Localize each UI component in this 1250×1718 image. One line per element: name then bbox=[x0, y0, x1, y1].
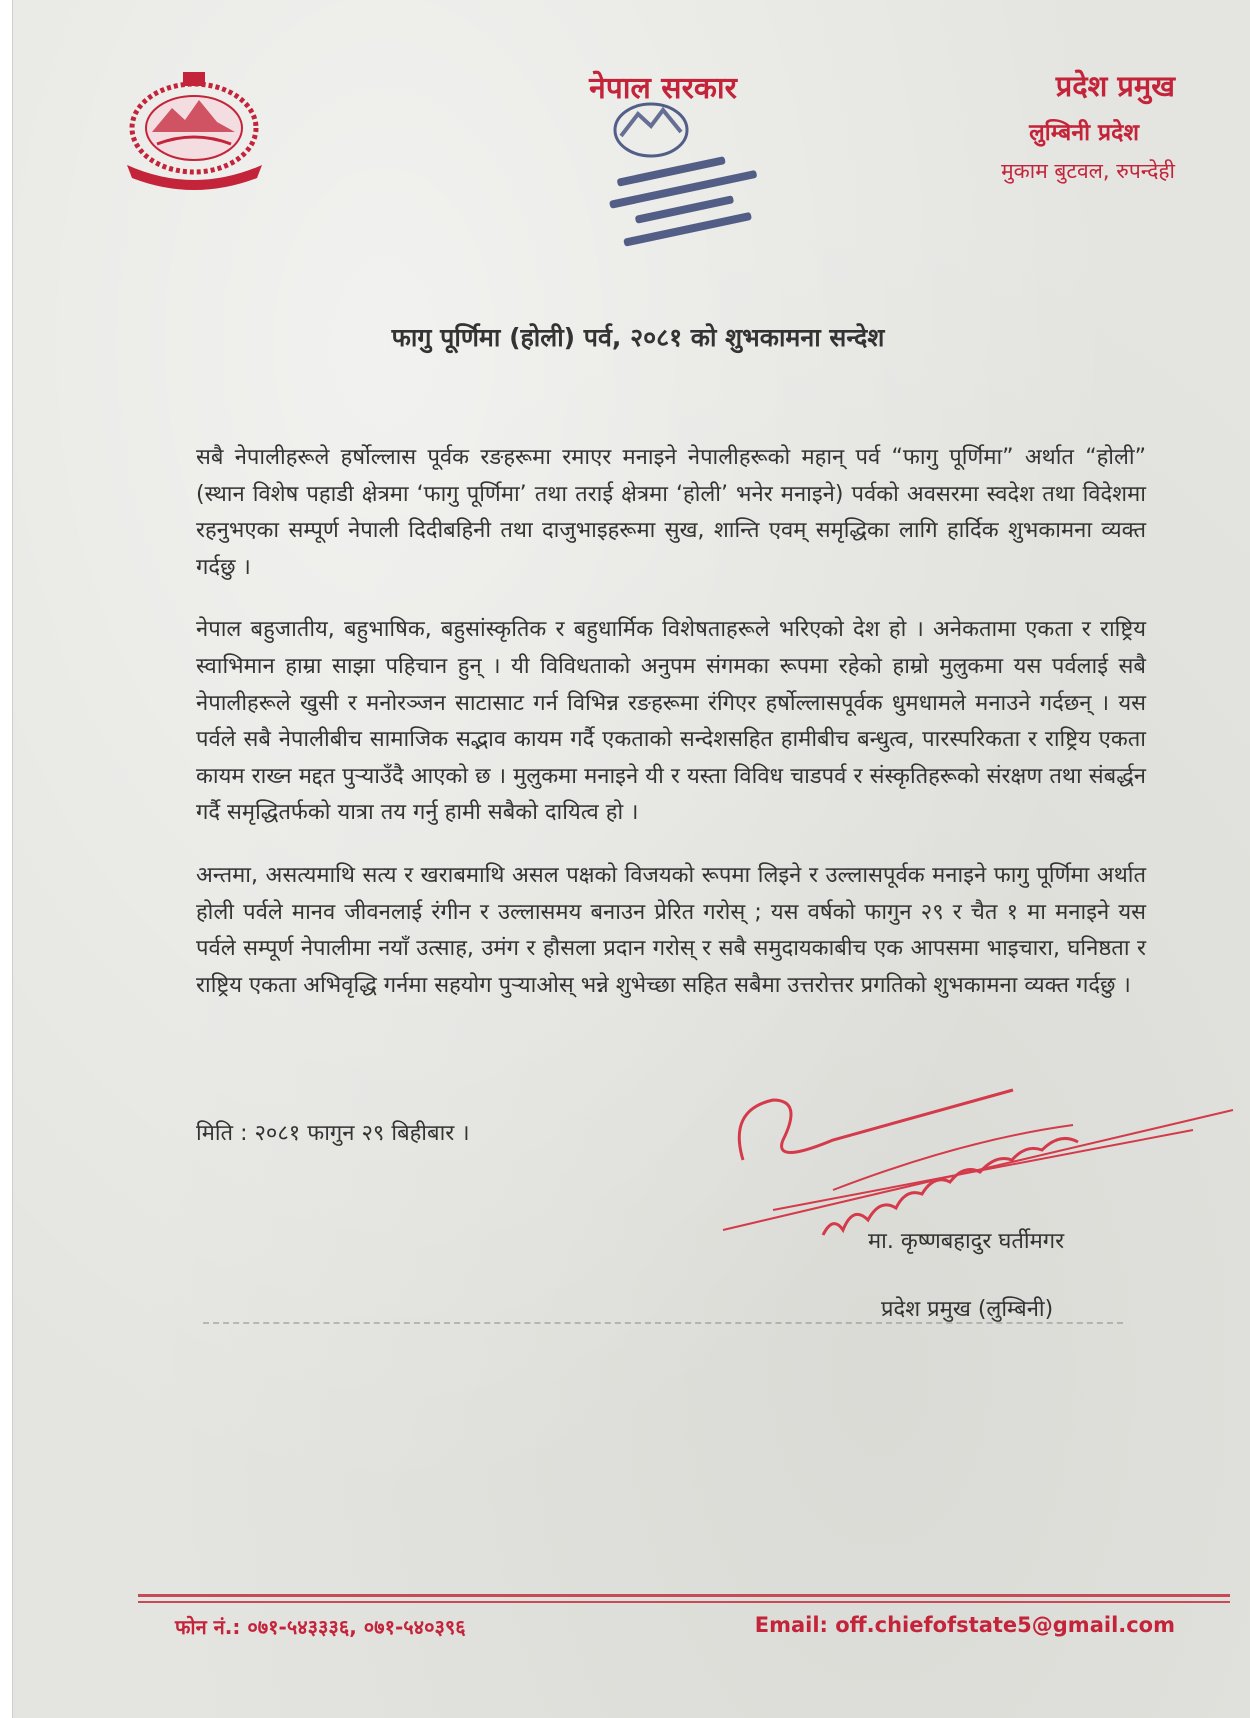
signer-title: प्रदेश प्रमुख (लुम्बिनी) bbox=[881, 1297, 1054, 1322]
official-stamp bbox=[603, 92, 778, 277]
letter-date: मिति : २०८१ फागुन २९ बिहीबार । bbox=[196, 1121, 470, 1146]
divider bbox=[203, 1322, 1123, 1324]
office-location: मुकाम बुटवल, रुपन्देही bbox=[1001, 159, 1175, 183]
signer-name: मा. कृष्णबहादुर घर्तीमगर bbox=[868, 1229, 1065, 1254]
footer-rule bbox=[138, 1601, 1230, 1603]
paragraph: नेपाल बहुजातीय, बहुभाषिक, बहुसांस्कृतिक र बहुधार्मिक विशेषताहरूले भरिएको देश हो । अनेकतामा एकता र राष्ट्रिय स्वाभिमान हाम्रा साझा पहिचान हुन् । यी विविधताको अनुपम संगमका रूपमा रहेको हाम्रो मुलुकमा यस पर्वलाई सबै नेपालीहरूले खुसी र मनोरञ्जन साटासाट गर्न विभिन्न रङहरूमा रंगिएर हर्षोल्लासपूर्वक धुमधामले मनाउने गर्दछन् । यस पर्वले सबै नेपालीबीच सामाजिक सद्भाव कायम गर्दै एकताको सन्देशसहित हामीबीच बन्धुत्व, पारस्परिकता र राष्ट्रिय एकता कायम राख्न मद्दत पुऱ्याउँदै आएको छ । मुलुकमा मनाइने यी र यस्ता विविध चाडपर्व र संस्कृतिहरूको संरक्षण तथा संबर्द्धन गर्दै समृद्धितर्फको यात्रा तय गर्नु हामी सबैको दायित्व हो । bbox=[196, 617, 1146, 826]
letter-paper bbox=[12, 0, 1250, 1718]
letter-subject: फागु पूर्णिमा (होली) पर्व, २०८१ को शुभकामना सन्देश bbox=[391, 323, 885, 352]
paragraph: अन्तमा, असत्यमाथि सत्य र खराबमाथि असल पक्षको विजयको रूपमा लिइने र उल्लासपूर्वक मनाइने फागु पूर्णिमा अर्थात होली पर्वले मानव जीवनलाई रंगीन र उल्लासमय बनाउन प्रेरित गरोस् ; यस वर्षको फागुन २९ र चैत १ मा मनाइने यस पर्वले सम्पूर्ण नेपालीमा नयाँ उत्साह, उमंग र हौसला प्रदान गरोस् र सबै समुदायकाबीच एक आपसमा भाइचारा, घनिष्ठता र राष्ट्रिय एकता अभिवृद्धि गर्नमा सहयोग पुऱ्याओस् भन्ने शुभेच्छा सहित सबैमा उत्तरोत्तर प्रगतिको शुभकामना व्यक्त गर्दछु । bbox=[196, 862, 1146, 998]
paragraph: सबै नेपालीहरूले हर्षोल्लास पूर्वक रङहरूमा रमाएर मनाइने नेपालीहरूको महान् पर्व “फागु पूर्णिमा” अर्थात “होली” (स्थान विशेष पहाडी क्षेत्रमा ‘फागु पूर्णिमा’ तथा तराई क्षेत्रमा ‘होली’ भनेर मनाइने) पर्वको अवसरमा स्वदेश तथा विदेशमा रहनुभएका सम्पूर्ण नेपाली दिदीबहिनी तथा दाजुभाइहरूमा सुख, शान्ति एवम् समृद्धिका लागि हार्दिक शुभकामना व्यक्त गर्दछु । bbox=[196, 445, 1146, 580]
government-title: नेपाल सरकार bbox=[589, 71, 737, 106]
province-name: लुम्बिनी प्रदेश bbox=[1029, 120, 1139, 146]
footer-email: Email: off.chiefofstate5@gmail.com bbox=[754, 1613, 1175, 1637]
nepal-emblem-logo bbox=[117, 70, 272, 195]
office-block bbox=[915, 66, 1175, 185]
footer-phone: फोन नं.: ०७१-५४३३३६, ०७१-५४०३९६ bbox=[175, 1615, 466, 1639]
footer-rule bbox=[138, 1594, 1230, 1597]
office-title: प्रदेश प्रमुख bbox=[1055, 69, 1175, 103]
handwritten-signature bbox=[713, 1070, 1250, 1250]
letter-body bbox=[196, 440, 1146, 1030]
